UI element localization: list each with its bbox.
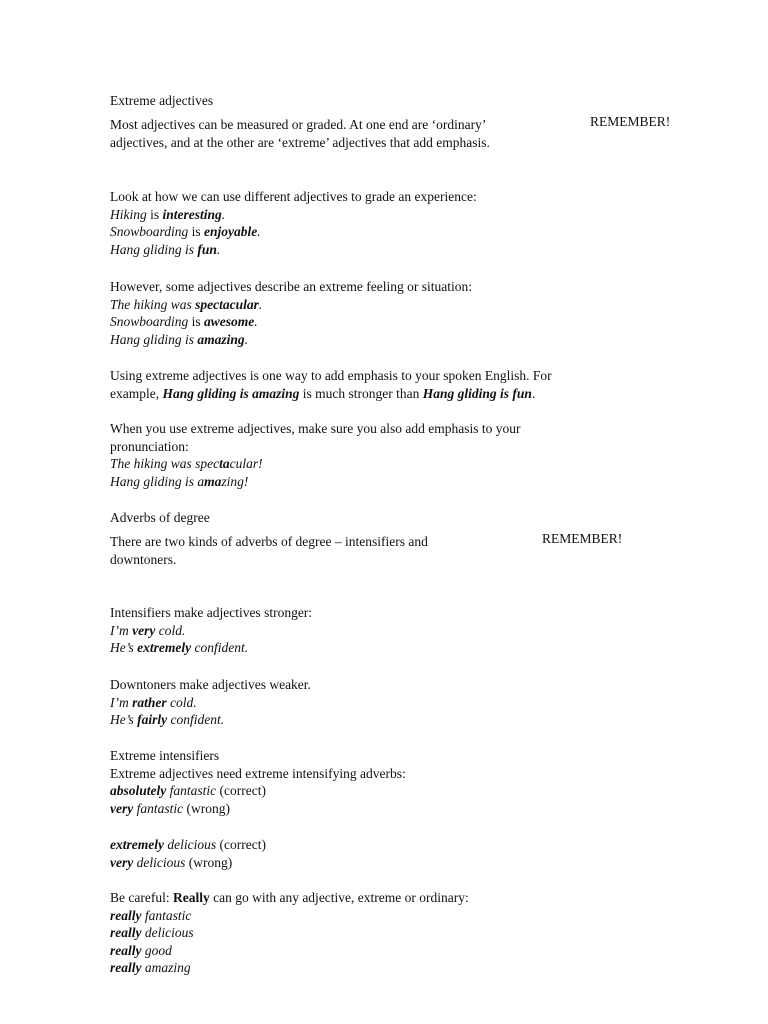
example-line: really fantastic — [110, 907, 192, 923]
paragraph-line: adjectives, and at the other are ‘extreme’ adjectives that add emphasis. — [110, 134, 490, 150]
grade-paragraph — [110, 188, 477, 258]
intro-paragraph — [110, 116, 490, 151]
paragraph-line: Intensifiers make adjectives stronger: — [110, 605, 313, 620]
example-line: Hang gliding is amazing! — [110, 473, 249, 489]
extremely-examples — [110, 836, 266, 871]
adverbs-intro-paragraph — [110, 533, 428, 568]
example-line: Hang gliding is fun. — [110, 241, 221, 257]
paragraph-line: example, Hang gliding is amazing is much stronger than Hang gliding is fun. — [110, 385, 536, 401]
really-paragraph — [110, 889, 469, 977]
paragraph-line: Downtoners make adjectives weaker. — [110, 677, 311, 692]
paragraph-line: pronunciation: — [110, 438, 189, 454]
example-line: really good — [110, 942, 172, 958]
example-line: Snowboarding is enjoyable. — [110, 224, 261, 240]
example-line: really delicious — [110, 925, 194, 941]
paragraph-line: Look at how we can use different adjectives to grade an experience: — [110, 189, 477, 204]
example-line: He’s extremely confident. — [110, 640, 249, 656]
example-line: absolutely fantastic (correct) — [110, 783, 266, 799]
example-line: The hiking was spectacular. — [110, 296, 263, 312]
example-line: extremely delicious (correct) — [110, 837, 266, 852]
intensifiers-paragraph — [110, 604, 312, 657]
paragraph-line: Using extreme adjectives is one way to add emphasis to your spoken English. For — [110, 368, 552, 383]
subheading-text: Extreme intensifiers — [110, 748, 220, 763]
section-heading-adverbs-of-degree — [110, 509, 210, 527]
paragraph-line: Extreme adjectives need extreme intensifying adverbs: — [110, 765, 406, 781]
example-line: Hiking is interesting. — [110, 206, 226, 222]
section-heading-extreme-adjectives — [110, 92, 213, 110]
paragraph-line: There are two kinds of adverbs of degree – intensifiers and — [110, 534, 428, 549]
example-line: I’m rather cold. — [110, 694, 197, 710]
paragraph-line: When you use extreme adjectives, make sure you also add emphasis to your — [110, 421, 521, 436]
example-line: He’s fairly confident. — [110, 712, 225, 728]
example-line: The hiking was spectacular! — [110, 456, 263, 472]
extreme-intensifiers-paragraph — [110, 747, 406, 817]
heading-text: Adverbs of degree — [110, 510, 210, 525]
heading-text: Extreme adjectives — [110, 93, 214, 108]
paragraph-line: Most adjectives can be measured or graded. At one end are ‘ordinary’ — [110, 117, 487, 132]
example-line: I’m very cold. — [110, 622, 186, 638]
example-line: Snowboarding is awesome. — [110, 314, 258, 330]
downtoners-paragraph — [110, 676, 311, 729]
pronunciation-paragraph — [110, 420, 521, 490]
example-line: really amazing — [110, 960, 191, 976]
remember-note: REMEMBER! — [542, 531, 623, 546]
paragraph-line: However, some adjectives describe an extreme feeling or situation: — [110, 279, 472, 294]
extreme-paragraph — [110, 278, 472, 348]
emphasis-paragraph — [110, 367, 552, 402]
paragraph-line: downtoners. — [110, 551, 177, 567]
paragraph-line: Be careful: Really can go with any adjective, extreme or ordinary: — [110, 890, 469, 905]
example-line: Hang gliding is amazing. — [110, 331, 249, 347]
example-line: very delicious (wrong) — [110, 854, 233, 870]
example-line: very fantastic (wrong) — [110, 800, 230, 816]
remember-note: REMEMBER! — [590, 114, 671, 129]
